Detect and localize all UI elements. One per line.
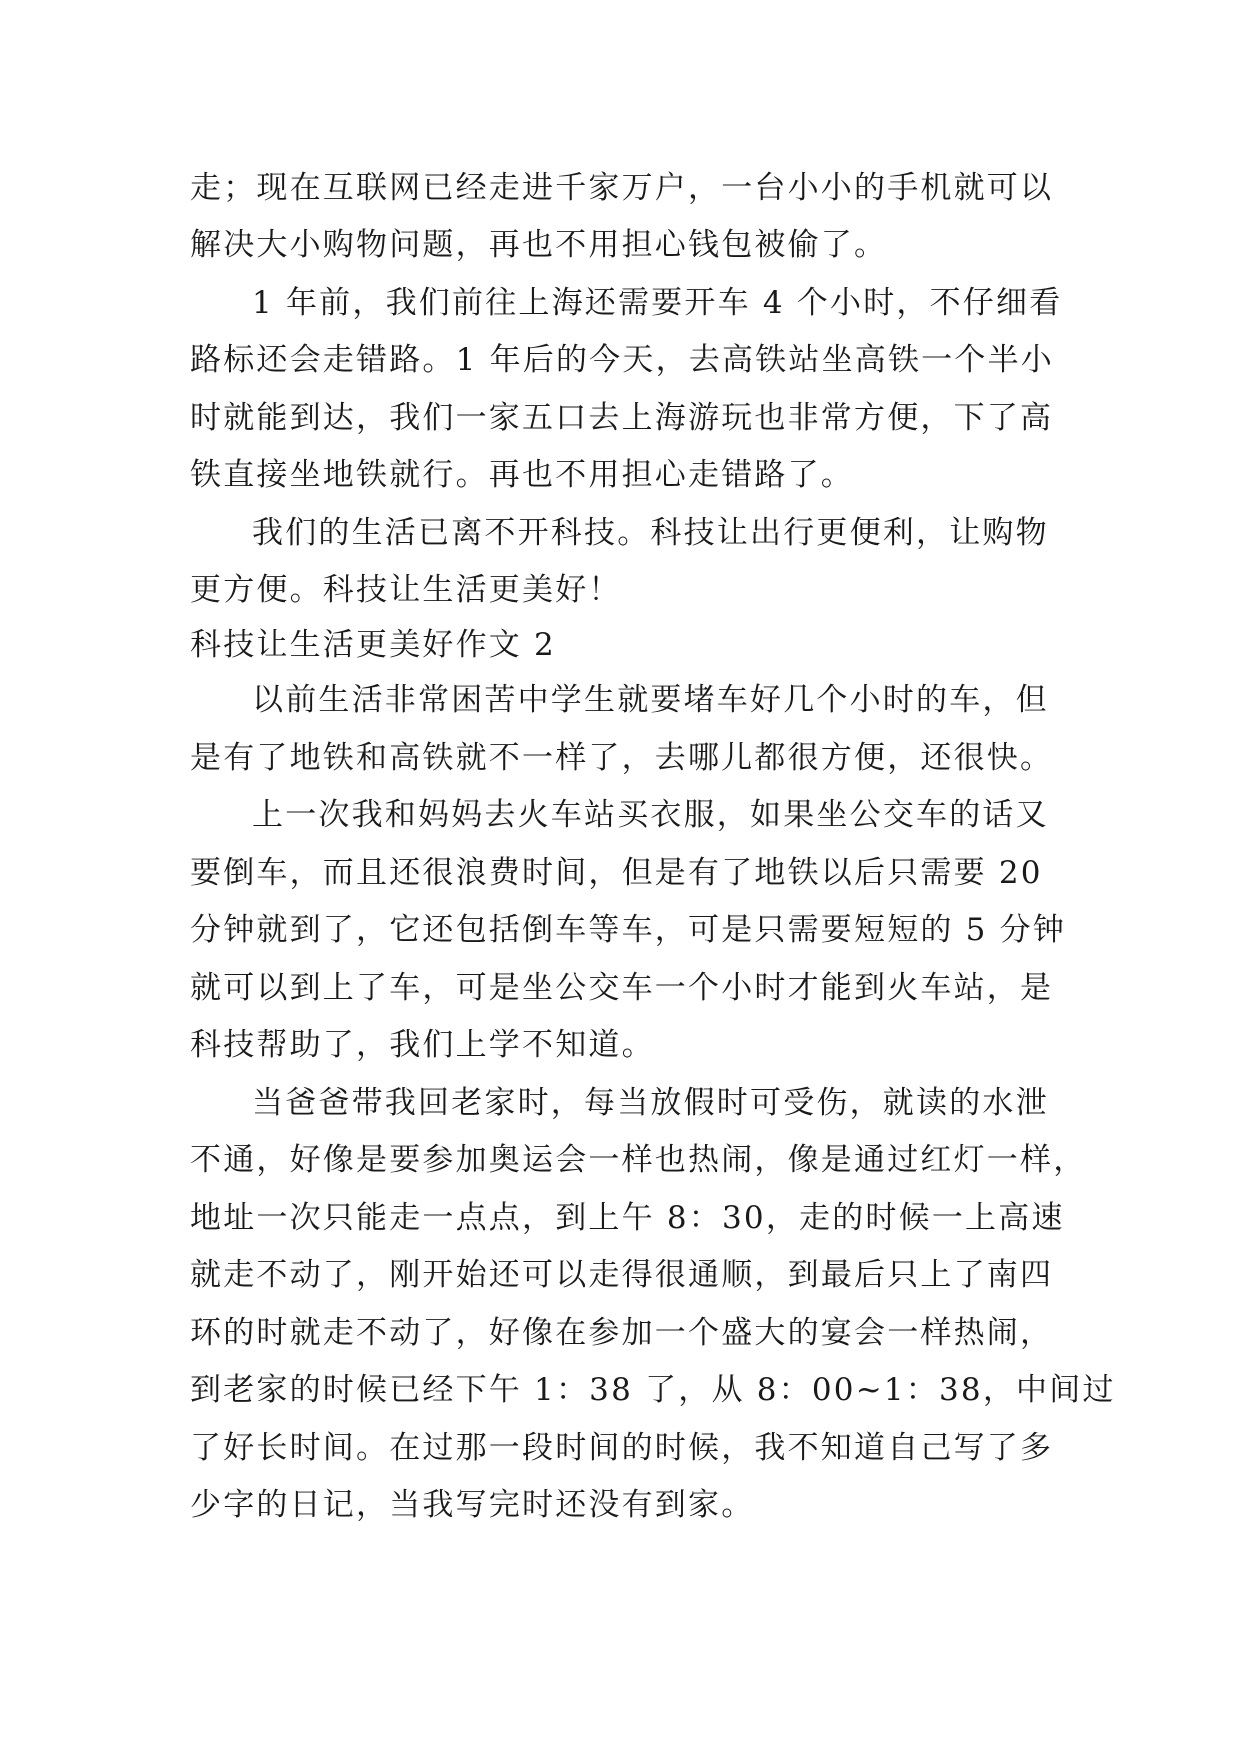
paragraph-first-line: 以前生活非常困苦中学生就要堵车好几个小时的车，但	[252, 682, 1049, 718]
paragraph-first-line: 当爸爸带我回老家时，每当放假时可受伤，就读的水泄	[252, 1085, 1049, 1121]
text-line: 时就能到达，我们一家五口去上海游玩也非常方便，下了高	[190, 400, 1054, 436]
text-line: 科技帮助了，我们上学不知道。	[190, 1027, 655, 1063]
text-line: 走；现在互联网已经走进千家万户，一台小小的手机就可以	[190, 170, 1054, 206]
text-line: 解决大小购物问题，再也不用担心钱包被偷了。	[190, 227, 888, 263]
text-line: 是有了地铁和高铁就不一样了，去哪儿都很方便，还很快。	[190, 740, 1054, 776]
text-line: 铁直接坐地铁就行。再也不用担心走错路了。	[190, 457, 854, 493]
section-heading: 科技让生活更美好作文 2	[190, 627, 556, 663]
text-line: 了好长时间。在过那一段时间的时候，我不知道自己写了多	[190, 1430, 1054, 1466]
text-line: 要倒车，而且还很浪费时间，但是有了地铁以后只需要 20	[190, 855, 1043, 891]
text-line: 到老家的时候已经下午 1：38 了，从 8：00~1：38，中间过	[190, 1372, 1116, 1408]
text-line: 不通，好像是要参加奥运会一样也热闹，像是通过红灯一样，	[190, 1142, 1087, 1178]
paragraph-first-line: 上一次我和妈妈去火车站买衣服，如果坐公交车的话又	[252, 797, 1049, 833]
text-line: 分钟就到了，它还包括倒车等车，可是只需要短短的 5 分钟	[190, 912, 1067, 948]
text-line: 路标还会走错路。1 年后的今天，去高铁站坐高铁一个半小	[190, 342, 1054, 378]
text-line: 环的时就走不动了，好像在参加一个盛大的宴会一样热闹，	[190, 1315, 1054, 1351]
text-line: 就走不动了，刚开始还可以走得很通顺，到最后只上了南四	[190, 1257, 1054, 1293]
paragraph-first-line: 1 年前，我们前往上海还需要开车 4 个小时，不仔细看	[252, 285, 1063, 321]
text-line: 地址一次只能走一点点，到上午 8：30，走的时候一上高速	[190, 1200, 1065, 1236]
text-line: 少字的日记，当我写完时还没有到家。	[190, 1487, 755, 1523]
text-line: 就可以到上了车，可是坐公交车一个小时才能到火车站，是	[190, 970, 1054, 1006]
text-line: 更方便。科技让生活更美好！	[190, 572, 622, 608]
paragraph-first-line: 我们的生活已离不开科技。科技让出行更便利，让购物	[252, 515, 1049, 551]
